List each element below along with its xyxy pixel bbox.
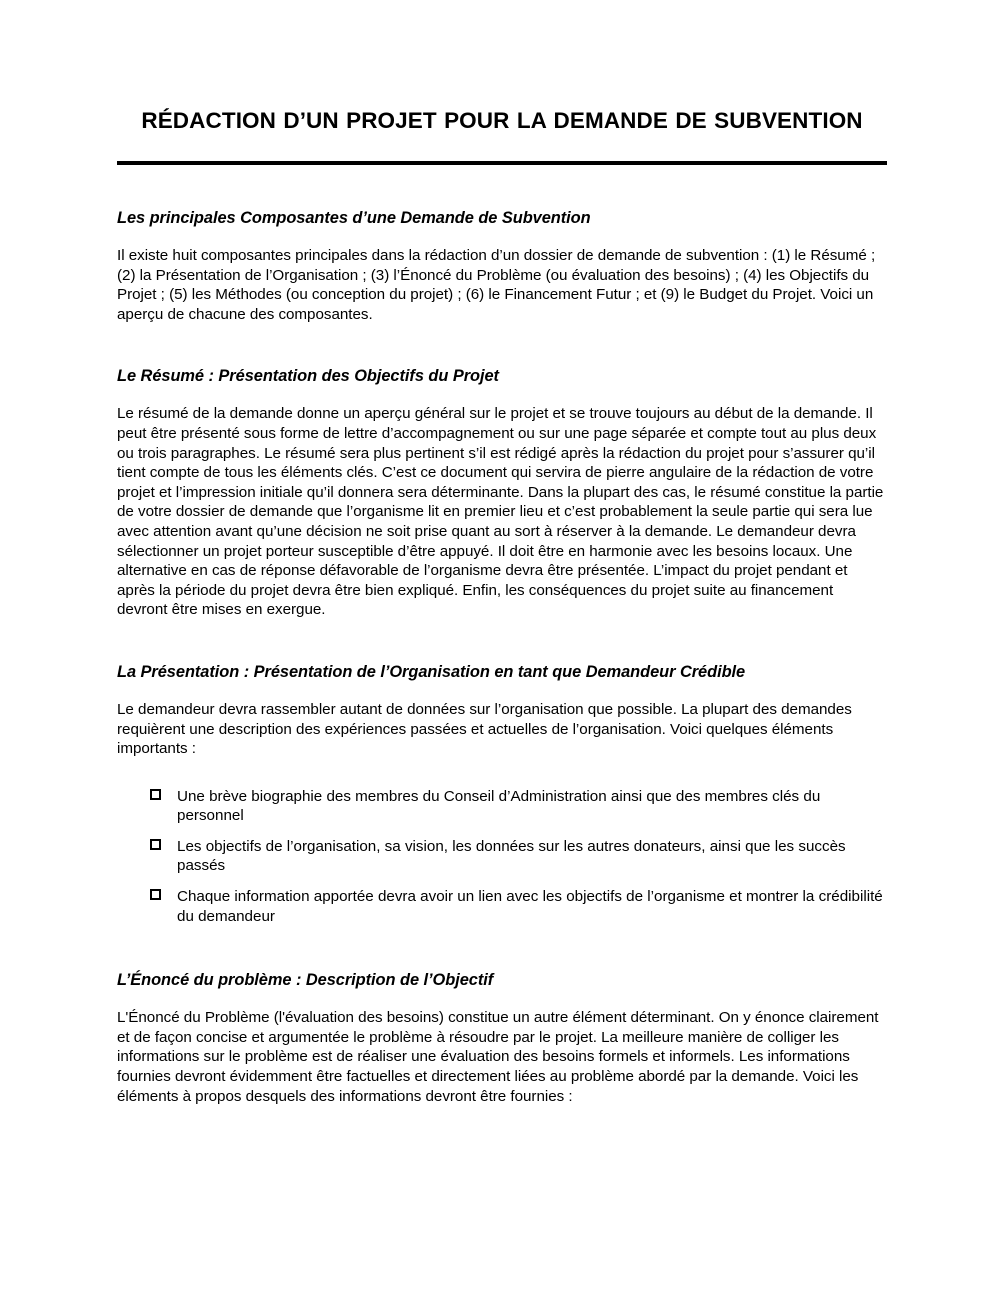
spacer bbox=[117, 324, 887, 366]
list-item-label: Chaque information apportée devra avoir un lien avec les objectifs de l’organisme et montrer la crédibilité du demandeur bbox=[177, 888, 883, 925]
checkbox-square-icon bbox=[150, 789, 163, 802]
list-item bbox=[117, 837, 887, 876]
list-item bbox=[117, 887, 887, 926]
page-title: RÉDACTION D’UN PROJET POUR LA DEMANDE DE SUBVENTION bbox=[141, 108, 863, 133]
section-paragraph-presentation: Le demandeur devra rassembler autant de données sur l’organisation que possible. La plupart des demandes requièrent une description des expériences passées et actuelles de l’organisation. Voici quelques éléments importants : bbox=[117, 700, 852, 758]
presentation-checklist bbox=[117, 787, 887, 927]
section-heading-components: Les principales Composantes d’une Demande de Subvention bbox=[117, 209, 591, 227]
list-item-label: Une brève biographie des membres du Conseil d’Administration ainsi que des membres clés du personnel bbox=[177, 787, 821, 825]
spacer bbox=[117, 990, 887, 1008]
section-heading-presentation: La Présentation : Présentation de l’Organisation en tant que Demandeur Crédible bbox=[117, 662, 746, 681]
document-content bbox=[117, 0, 887, 1106]
checkbox-square-icon bbox=[150, 839, 163, 852]
spacer bbox=[117, 620, 887, 662]
list-item-label: Les objectifs de l’organisation, sa vision, les données sur les autres donateurs, ainsi que les succès passés bbox=[177, 837, 846, 875]
spacer bbox=[117, 228, 887, 246]
spacer bbox=[117, 926, 887, 970]
spacer bbox=[117, 165, 887, 208]
section-paragraph-enonce: L'Énoncé du Problème (l'évaluation des besoins) constitue un autre élément déterminant. On y énonce clairement et de façon concise et argumentée le problème à résoudre par le projet. La meilleure manière de colliger les informations sur le problème est de réaliser une évaluation des besoins formels et informels. Les informations fournies devront évidemment être factuelles et directement liées au problème abordé par la demande. Voici les éléments à propos desquels des informations devront être fournies : bbox=[117, 1009, 879, 1105]
checkbox-square-icon bbox=[150, 889, 163, 902]
spacer bbox=[117, 386, 887, 404]
section-paragraph-components: Il existe huit composantes principales dans la rédaction d’un dossier de demande de subvention : (1) le Résumé ; (2) la Présentation de l’Organisation ; (3) l’Énoncé du Problème (ou évaluation des besoins) ; (4) les Objectifs du Projet ; (5) les Méthodes (ou conception du projet) ; (6) le Financement Futur ; et (9) le Budget du Projet. Voici un aperçu de chacune des composantes. bbox=[117, 247, 876, 323]
list-item bbox=[117, 787, 887, 826]
section-heading-enonce: L’Énoncé du problème : Description de l’Objectif bbox=[117, 971, 494, 990]
spacer bbox=[117, 759, 887, 787]
spacer bbox=[117, 682, 887, 700]
section-heading-resume: Le Résumé : Présentation des Objectifs du Projet bbox=[117, 367, 499, 386]
section-paragraph-resume: Le résumé de la demande donne un aperçu général sur le projet et se trouve toujours au début de la demande. Il peut être présenté sous forme de lettre d’accompagnement ou sur une page séparée et compte tout au plus deux ou trois paragraphes. Le résumé sera plus pertinent s’il est rédigé après la rédaction du projet pour s’assurer qu’il tient compte de tous les éléments clés. C’est ce document qui servira de pierre angulaire de la rédaction de votre projet et l’impression initiale qu’il donnera sera déterminante. Dans la plupart des cas, le résumé constitue la partie de votre dossier de demande que l’organisme lit en premier lieu et c’est probablement la seule partie qui sera lue avec attention avant qu’une décision ne soit prise quant au sort à réserver à la demande. Le demandeur devra sélectionner un projet porteur susceptible d’être appuyé. Il doit être en harmonie avec les besoins locaux. Une alternative en cas de réponse défavorable de l’organisme devra être présentée. L’impact du projet pendant et après la période du projet devra être bien expliqué. Enfin, les conséquences du projet suite au financement devront être mises en exergue. bbox=[117, 405, 884, 619]
